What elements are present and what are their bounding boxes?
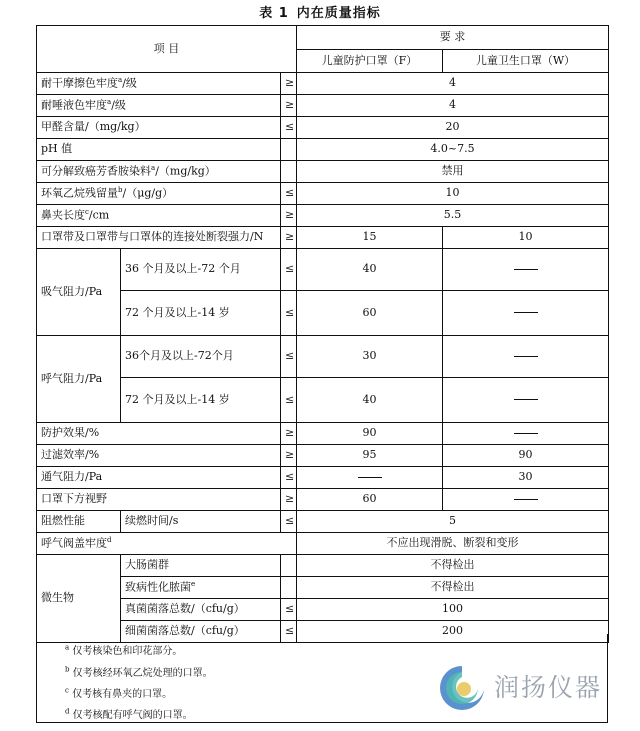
header-col-f: 儿童防护口罩（F） <box>297 50 443 73</box>
table-row <box>37 95 609 117</box>
row-operator <box>281 577 297 599</box>
row-value-w <box>443 489 609 511</box>
table-row <box>37 378 609 423</box>
footnote: $^a$ 仅考核染色和印花部分。 <box>65 643 183 657</box>
row-label: 鼻夹长度$^c$/cm <box>37 205 281 227</box>
table-row <box>37 183 609 205</box>
row-value-w: 30 <box>443 467 609 489</box>
dash-mark <box>514 269 538 270</box>
header-item: 项 目 <box>37 26 297 73</box>
row-value-w <box>443 249 609 291</box>
row-value-f: 40 <box>297 378 443 423</box>
quality-table <box>36 25 609 643</box>
row-label: 甲醛含量/（mg/kg） <box>37 117 281 139</box>
row-operator: ≥ <box>281 205 297 227</box>
table-row <box>37 205 609 227</box>
row-value: 不得检出 <box>297 577 609 599</box>
row-operator: ≤ <box>281 291 297 336</box>
row-value: 5.5 <box>297 205 609 227</box>
inhale-age-2: 72 个月及以上-14 岁 <box>121 291 281 336</box>
dash-mark <box>514 312 538 313</box>
exhale-age-2: 72 个月及以上-14 岁 <box>121 378 281 423</box>
row-label: 可分解致癌芳香胺染料$^a$/（mg/kg） <box>37 161 281 183</box>
table-row <box>37 489 609 511</box>
row-value: 200 <box>297 621 609 643</box>
row-value: 不应出现滑脱、断裂和变形 <box>297 533 609 555</box>
dash-mark <box>514 356 538 357</box>
header-requirement: 要 求 <box>297 26 609 50</box>
table-row <box>37 423 609 445</box>
row-value-w <box>443 336 609 378</box>
footnote: $^d$ 仅考核配有呼气阀的口罩。 <box>65 707 193 721</box>
row-operator: ≥ <box>281 423 297 445</box>
inhale-age-1: 36 个月及以上-72 个月 <box>121 249 281 291</box>
table-row <box>37 555 609 577</box>
row-value-w <box>443 378 609 423</box>
row-value-w <box>443 291 609 336</box>
table-title-text: 内在质量指标 <box>296 6 381 21</box>
watermark-logo-icon <box>434 662 490 714</box>
row-value-f: 90 <box>297 423 443 445</box>
row-operator: ≥ <box>281 445 297 467</box>
row-label: 耐唾液色牢度$^a$/级 <box>37 95 281 117</box>
row-operator <box>281 555 297 577</box>
flame-label: 阻燃性能 <box>37 511 121 533</box>
row-operator: ≤ <box>281 117 297 139</box>
exhale-label: 呼气阻力/Pa <box>37 336 121 423</box>
table-row <box>37 511 609 533</box>
row-label: 防护效果/% <box>37 423 281 445</box>
table-row <box>37 73 609 95</box>
table-row <box>37 161 609 183</box>
row-operator <box>281 139 297 161</box>
row-label: 环氧乙烷残留量$^b$/（μg/g） <box>37 183 281 205</box>
row-operator: ≥ <box>281 489 297 511</box>
row-operator: ≤ <box>281 183 297 205</box>
row-value-f: 15 <box>297 227 443 249</box>
row-operator: ≤ <box>281 467 297 489</box>
table-row <box>37 336 609 378</box>
row-operator: ≤ <box>281 511 297 533</box>
row-label: 通气阻力/Pa <box>37 467 281 489</box>
table-row <box>37 139 609 161</box>
row-value: 10 <box>297 183 609 205</box>
row-value-w: 90 <box>443 445 609 467</box>
row-operator: ≤ <box>281 621 297 643</box>
table-row <box>37 227 609 249</box>
row-value-f: 60 <box>297 291 443 336</box>
row-label: pH 值 <box>37 139 281 161</box>
row-value: 5 <box>297 511 609 533</box>
micro-item: 致病性化脓菌$^e$ <box>121 577 281 599</box>
row-value-f: 95 <box>297 445 443 467</box>
table-title <box>0 2 640 21</box>
footnote: $^b$ 仅考核经环氧乙烷处理的口罩。 <box>65 665 213 679</box>
row-value: 4 <box>297 95 609 117</box>
valve-label: 呼气阀盖牢度$^d$ <box>37 533 297 555</box>
dash-mark <box>514 399 538 400</box>
table-row <box>37 117 609 139</box>
table-row <box>37 467 609 489</box>
micro-label: 微生物 <box>37 555 121 643</box>
table-row <box>37 577 609 599</box>
row-operator: ≥ <box>281 95 297 117</box>
micro-item: 真菌菌落总数/（cfu/g） <box>121 599 281 621</box>
row-value: 20 <box>297 117 609 139</box>
row-operator: ≤ <box>281 336 297 378</box>
row-label: 耐干摩擦色牢度$^a$/级 <box>37 73 281 95</box>
row-value: 4 <box>297 73 609 95</box>
row-operator: ≥ <box>281 227 297 249</box>
row-value-w: 10 <box>443 227 609 249</box>
watermark-text: 润扬仪器 <box>494 673 603 702</box>
table-row <box>37 249 609 291</box>
row-label: 口罩下方视野 <box>37 489 281 511</box>
table-row <box>37 445 609 467</box>
dash-mark <box>514 499 538 500</box>
row-operator: ≥ <box>281 73 297 95</box>
table-row <box>37 291 609 336</box>
row-value: 4.0~7.5 <box>297 139 609 161</box>
flame-sub: 续燃时间/s <box>121 511 281 533</box>
table-row <box>37 533 609 555</box>
dash-mark <box>514 433 538 434</box>
exhale-age-1: 36个月及以上-72个月 <box>121 336 281 378</box>
row-operator: ≤ <box>281 249 297 291</box>
row-value: 不得检出 <box>297 555 609 577</box>
row-operator: ≤ <box>281 599 297 621</box>
row-value-f: 60 <box>297 489 443 511</box>
micro-item: 大肠菌群 <box>121 555 281 577</box>
row-operator: ≤ <box>281 378 297 423</box>
row-value-f <box>297 467 443 489</box>
row-operator <box>281 161 297 183</box>
row-value: 100 <box>297 599 609 621</box>
footnote: $^c$ 仅考核有鼻夹的口罩。 <box>65 686 173 700</box>
table-row <box>37 599 609 621</box>
row-value-w <box>443 423 609 445</box>
row-value-f: 30 <box>297 336 443 378</box>
row-label: 口罩带及口罩带与口罩体的连接处断裂强力/N <box>37 227 281 249</box>
header-col-w: 儿童卫生口罩（W） <box>443 50 609 73</box>
dash-mark <box>358 477 382 478</box>
row-label: 过滤效率/% <box>37 445 281 467</box>
row-value-f: 40 <box>297 249 443 291</box>
micro-item: 细菌菌落总数/（cfu/g） <box>121 621 281 643</box>
inhale-label: 吸气阻力/Pa <box>37 249 121 336</box>
table-number: 表 1 <box>259 6 289 21</box>
row-value: 禁用 <box>297 161 609 183</box>
